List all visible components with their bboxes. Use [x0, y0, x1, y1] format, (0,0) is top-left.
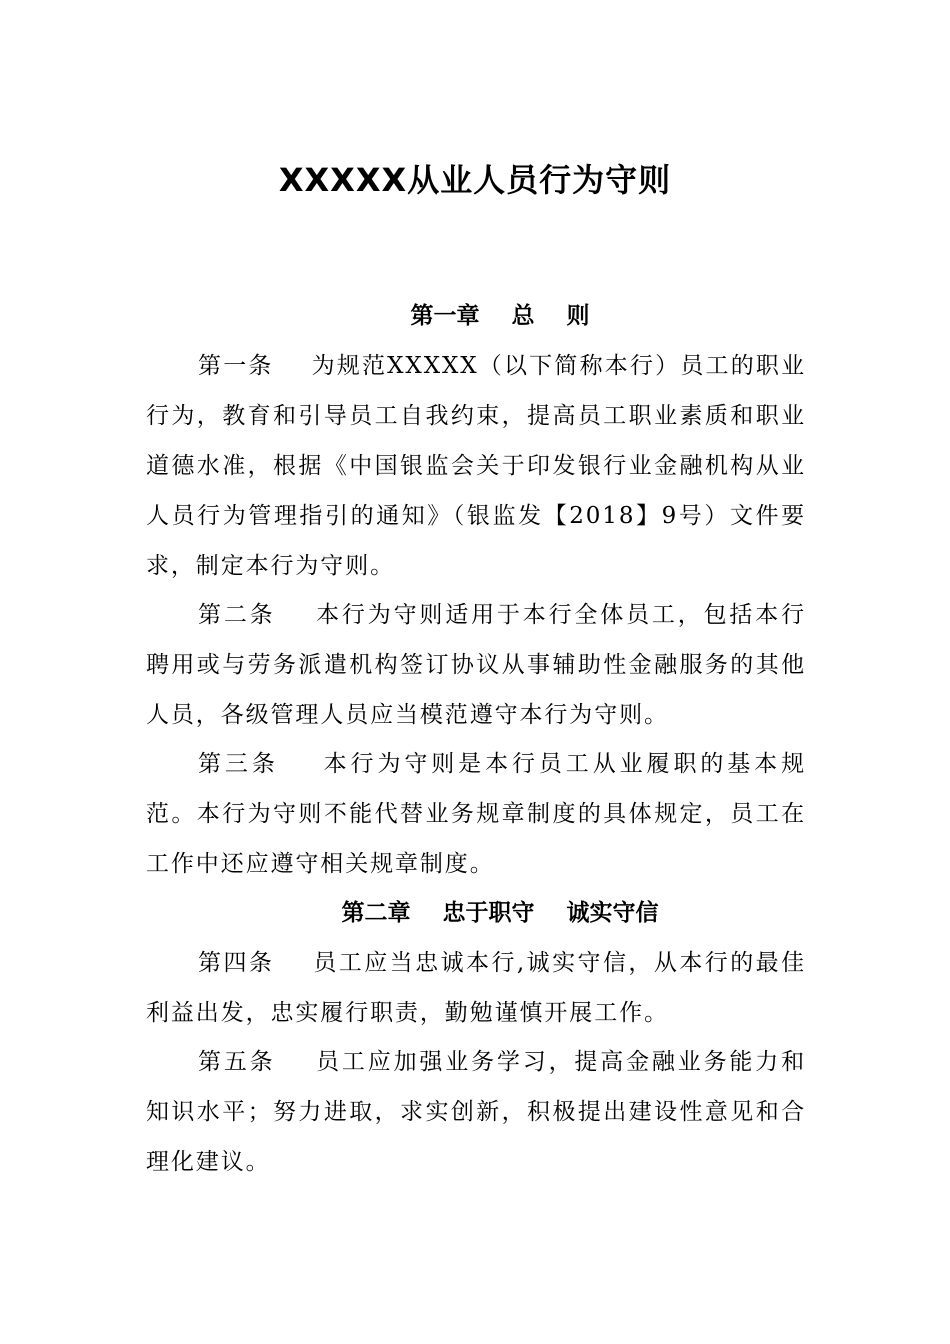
document-title: XXXXX从业人员行为守则 [278, 161, 672, 199]
article-paragraph: 第五条 员工应加强业务学习，提高金融业务能力和知识水平；努力进取，求实创新，积极提出建设性意见和合理化建议。 [146, 1049, 806, 1175]
article-paragraph: 第四条 员工应当忠诚本行,诚实守信，从本行的最佳利益出发，忠实履行职责，勤勉谨慎开展工作。 [146, 950, 806, 1026]
chapter-heading: 第二章 忠于职守 诚实守信 [341, 900, 659, 926]
chapter-heading: 第一章 总 则 [410, 303, 590, 329]
article-paragraph: 第一条 为规范XXXXX（以下简称本行）员工的职业行为，教育和引导员工自我约束，提高员工职业素质和职业道德水准，根据《中国银监会关于印发银行业金融机构从业人员行为管理指引的通知》（银监发【2018】9号）文件要求，制定本行为守则。 [146, 353, 806, 579]
article-paragraph: 第三条 本行为守则是本行员工从业履职的基本规范。本行为守则不能代替业务规章制度的具体规定，员工在工作中还应遵守相关规章制度。 [146, 751, 806, 877]
article-paragraph: 第二条 本行为守则适用于本行全体员工，包括本行聘用或与劳务派遣机构签订协议从事辅助性金融服务的其他人员，各级管理人员应当模范遵守本行为守则。 [146, 602, 806, 728]
